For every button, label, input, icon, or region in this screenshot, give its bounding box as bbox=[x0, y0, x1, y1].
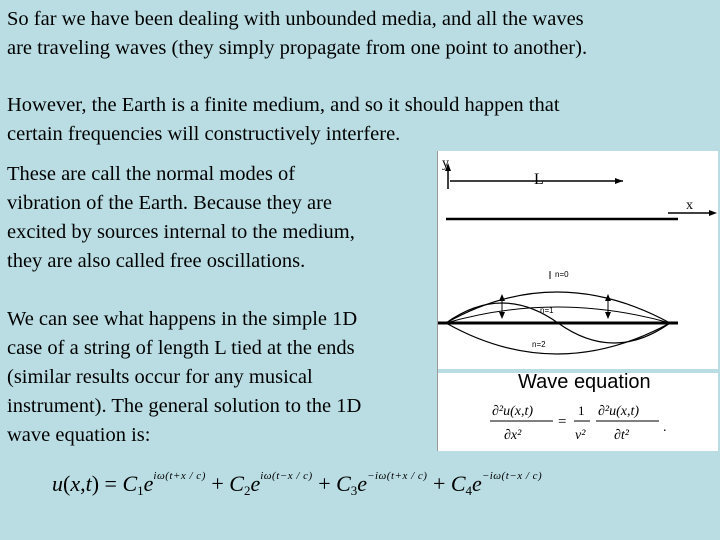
length-label: L bbox=[534, 171, 544, 188]
right-down-arrowhead-icon bbox=[605, 312, 611, 319]
intro-paragraph: So far we have been dealing with unbounded media, and all the waves are traveling waves (they simply propagate from one point to another). bbox=[7, 8, 588, 59]
wave-equation-title: Wave equation bbox=[518, 371, 651, 393]
left-up-arrowhead-icon bbox=[499, 294, 505, 301]
mode-n1-lower-curve bbox=[446, 323, 670, 354]
mode-label-n1: n=1 bbox=[540, 306, 554, 315]
length-arrowhead-icon bbox=[615, 178, 623, 184]
finite-medium-paragraph: However, the Earth is a finite medium, and so it should happen that certain frequencies will constructively interfere. bbox=[7, 94, 560, 145]
general-solution-equation: $u(x,t) = C_1e^{i\omega(t+x / c)} + C_2e^{i\omega(t-x / c)} + C_3e^{-i\omega(t+x / c)} + C_4e^{-i\omega(t-x / c)}$ bbox=[52, 470, 543, 498]
exponent-2: iω(t−x / c) bbox=[260, 470, 313, 482]
rhs-denominator: ∂t² bbox=[614, 428, 630, 443]
coef-denominator: v² bbox=[575, 428, 586, 443]
x-arrowhead-icon bbox=[709, 210, 717, 216]
string-modes-diagram bbox=[438, 151, 718, 371]
x-axis-label: x bbox=[686, 198, 693, 213]
mode-label-n0: n=0 bbox=[555, 270, 569, 279]
exponent-4: −iω(t−x / c) bbox=[481, 470, 543, 482]
exponent-3: −iω(t+x / c) bbox=[367, 470, 428, 482]
wave-equation-formula bbox=[438, 401, 718, 451]
mode-label-n2: n=2 bbox=[532, 340, 546, 349]
left-down-arrowhead-icon bbox=[499, 312, 505, 319]
equation-period: . bbox=[663, 420, 667, 435]
y-axis-label: y bbox=[442, 156, 449, 171]
equals-sign: = bbox=[558, 414, 567, 430]
rhs-numerator: ∂²u(x,t) bbox=[598, 404, 640, 419]
coef-numerator: 1 bbox=[578, 403, 585, 418]
exponent-1: iω(t+x / c) bbox=[153, 470, 206, 482]
normal-modes-paragraph: These are call the normal modes of vibration of the Earth. Because they are excited by sources internal to the medium, they are also called free oscillations. bbox=[7, 163, 355, 272]
lhs-numerator: ∂²u(x,t) bbox=[492, 404, 534, 419]
string-modes-figure bbox=[437, 151, 718, 451]
string-example-paragraph: We can see what happens in the simple 1D case of a string of length L tied at the ends (similar results occur for any musical instrument). The general solution to the 1D wave equation is: bbox=[7, 308, 362, 446]
mode-n1-inner-curve bbox=[446, 307, 670, 323]
lhs-denominator: ∂x² bbox=[504, 428, 522, 443]
